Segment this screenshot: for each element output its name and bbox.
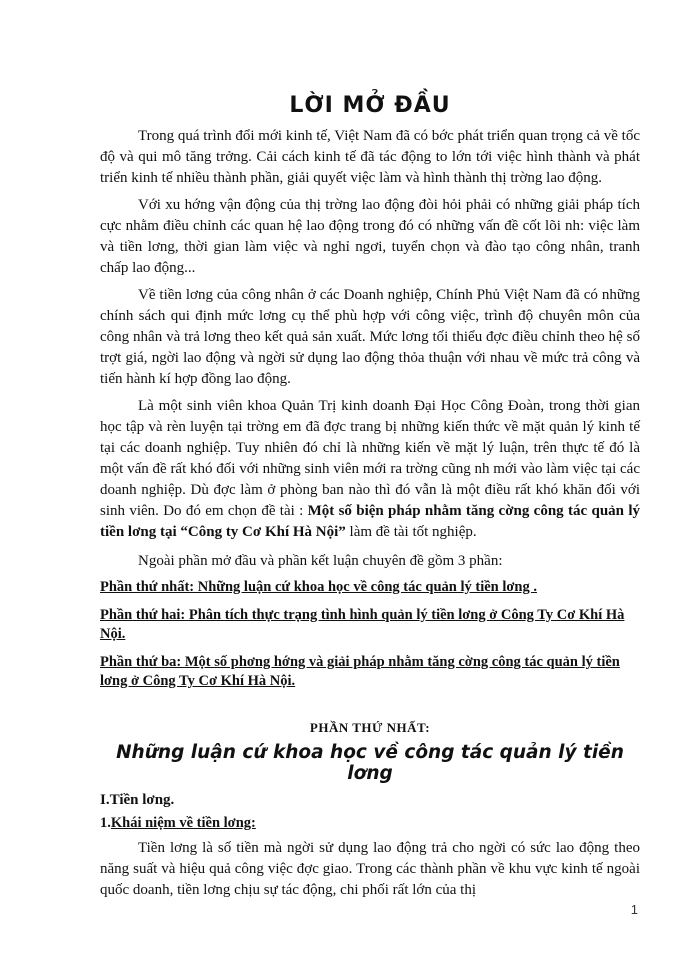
part-one	[100, 578, 640, 598]
section-kicker: PHẦN THỨ NHẤT:	[309, 720, 431, 735]
heading-tien-luong: I.Tiền lơng.	[100, 792, 175, 808]
document-body	[100, 92, 640, 907]
part-two-text: Phần thứ hai: Phân tích thực trạng tình hình quản lý tiền lơng ở Công Ty Cơ Khí Hà Nội.	[100, 607, 625, 642]
paragraph-4-suffix: làm đề tài tốt nghiệp.	[345, 524, 477, 540]
thesis-topic: Một số biện pháp nhằm tăng cờng công tác quản lý tiền lơng tại “Công ty Cơ Khí Hà Nội”	[100, 503, 640, 540]
intro-paragraph-4	[100, 396, 640, 543]
document-title: LỜI MỞ ĐẦU	[289, 93, 451, 118]
page-number: 1	[630, 902, 638, 917]
heading-khai-niem	[100, 815, 640, 832]
intro-paragraph-3: Về tiền lơng của công nhân ở các Doanh nghiệp, Chính Phủ Việt Nam đã có những chính sách qui định mức lơng cụ thể phù hợp với công việc, trình độ chuyên môn của công nhân và trả lơng theo kết quả sản xuất. Mức lơng tối thiểu đợc điều chỉnh theo hệ số trợt giá, ngời lao động và ngời sử dụng lao động thỏa thuận với nhau về mức trả công và tiến hành kí hợp đồng lao động.	[100, 287, 640, 387]
part-two	[100, 606, 640, 645]
parts-intro: Ngoài phần mở đầu và phần kết luận chuyên đề gồm 3 phần:	[138, 553, 503, 569]
heading-number: 1.	[100, 815, 111, 831]
paragraph-4-text: Là một sinh viên khoa Quản Trị kinh doanh Đại Học Công Đoàn, trong thời gian học tập và rèn luyện tại trờng em đã đợc trang bị những kiến thức về mặt quản lý kinh tế tại các doanh nghiệp. Tuy nhiên đó chỉ là những kiến về mặt lý luận, trên thực tế đó là một vấn đề rất khó đối với những sinh viên mới ra trờng cũng nh mới vào làm việc tại các doanh nghiệp. Dù đợc làm ở phòng ban nào thì đó vẫn là một điều rất khó khăn đối với sinh viên. Do đó em chọn đề tài :	[100, 398, 640, 519]
intro-paragraph-1: Trong quá trình đổi mới kinh tế, Việt Nam đã có bớc phát triển quan trọng cả về tốc độ và qui mô tăng trởng. Cải cách kinh tế đã tác động to lớn tới việc hình thành và phát triển kinh tế nhiều thành phần, giải quyết việc làm và hình thành thị trờng lao động.	[100, 128, 640, 186]
part-three	[100, 653, 640, 692]
part-three-text: Phần thứ ba: Một số phơng hớng và giải pháp nhằm tăng cờng công tác quản lý tiền lơng ở Công Ty Cơ Khí Hà Nội.	[100, 654, 620, 689]
intro-paragraph-2: Với xu hớng vận động của thị trờng lao động đòi hỏi phải có những giải pháp tích cực nhằm điều chỉnh các quan hệ lao động trong đó có những vấn đề cốt lõi nh: việc làm và tiền lơng, thời gian làm việc và nghỉ ngơi, tuyển chọn và đào tạo công nhân, tranh chấp lao động...	[100, 197, 640, 276]
part-one-text: Phần thứ nhất: Những luận cứ khoa học về công tác quản lý tiền lơng .	[100, 579, 537, 595]
definition-paragraph: Tiền lơng là số tiền mà ngời sử dụng lao động trả cho ngời có sức lao động theo năng suất và hiệu quả công việc đợc giao. Trong các thành phần về khu vực kinh tế ngoài quốc doanh, tiền lơng chịu sự tác động, chi phối rất lớn của thị	[100, 840, 640, 898]
heading-khai-niem-text: Khái niệm về tiền lơng:	[110, 815, 256, 831]
section-title: Những luận cứ khoa học về công tác quản lý tiền lơng	[116, 742, 624, 784]
